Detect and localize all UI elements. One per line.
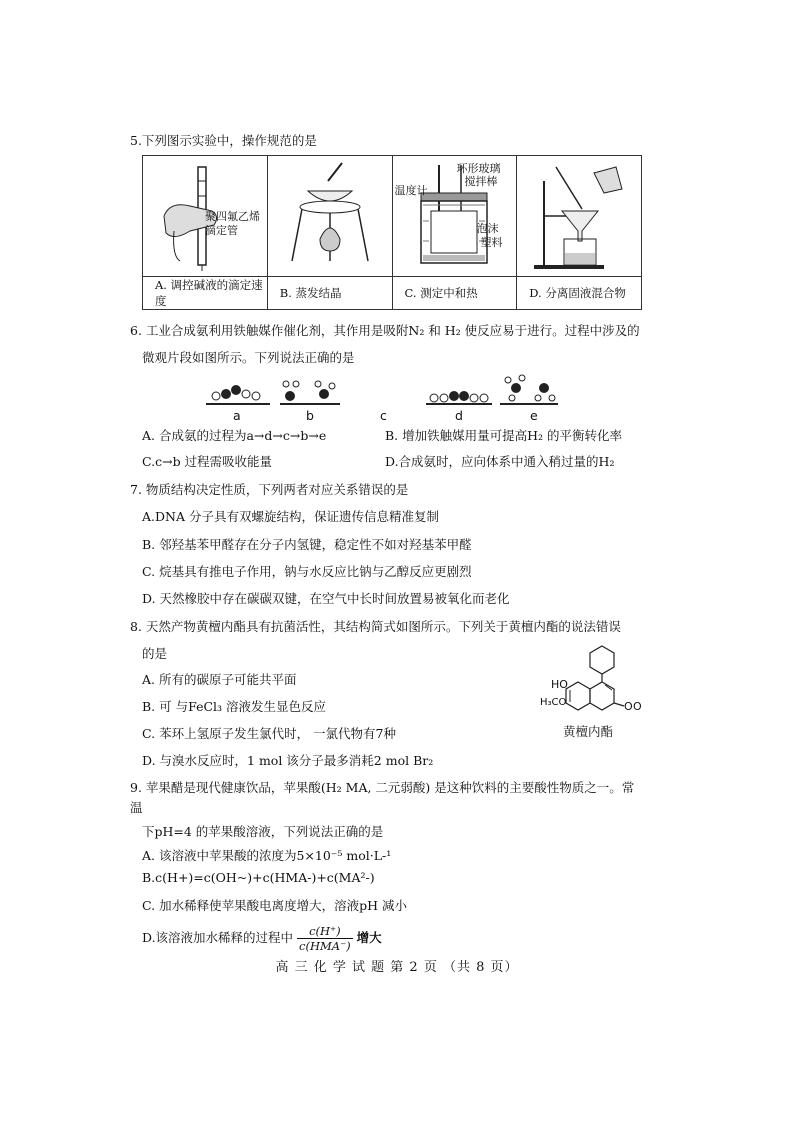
q6-stem-line1: 6. 工业合成氨利用铁触媒作催化剂，其作用是吸附N₂ 和 H₂ 使反应易于进行。过程中涉及的: [130, 323, 640, 338]
ring-oxygen: O: [624, 700, 633, 713]
q9-option-d-prefix: D.该溶液加水稀释的过程中: [142, 930, 294, 945]
q9-stem-line3: 下pH=4 的苹果酸溶液，下列说法正确的是: [142, 824, 384, 839]
q9-option-a: A. 该溶液中苹果酸的浓度为5×10⁻⁵ mol·L-¹: [142, 848, 392, 863]
q5-option-b: B. 蒸发结晶: [267, 277, 392, 310]
q9-option-d: [142, 924, 382, 953]
q9-option-c: C. 加水稀释使苹果酸电离度增大，溶液pH 减小: [142, 898, 407, 913]
panel-label-e: e: [530, 408, 538, 423]
q9-stem-line1: 9. 苹果醋是现代健康饮品，苹果酸(H₂ MA, 二元弱酸) 是这种饮料的主要酸性物质之一。常: [130, 780, 635, 795]
q6-stem-line2: 微观片段如图所示。下列说法正确的是: [142, 350, 355, 365]
carbonyl-oxygen: O: [633, 700, 642, 713]
q8-stem-line2: 的是: [142, 646, 168, 661]
evaporation-illustration: [280, 161, 380, 271]
q7-option-d: D. 天然橡胶中存在碳碳双键，在空气中长时间放置易被氧化而老化: [142, 591, 510, 606]
panel-label-c: c: [380, 408, 387, 423]
ratio-fraction: [297, 924, 353, 953]
q8-stem-line1: 8. 天然产物黄檀内酯具有抗菌活性，其结构简式如图所示。下列关于黄檀内酯的说法错误: [130, 619, 621, 634]
q5-figure-table: [142, 155, 642, 310]
q5-figure-c: [392, 156, 517, 277]
q9-option-d-suffix: 增大: [356, 930, 382, 945]
q8-option-c: C. 苯环上氢原子发生氯代时， 一氯代物有7种: [142, 726, 396, 741]
q6-option-c: C.c→b 过程需吸收能量: [142, 454, 273, 469]
foam-label: 泡沫: [476, 222, 499, 235]
fraction-denominator: c(HMA⁻): [299, 939, 351, 953]
panel-label-b: b: [306, 408, 314, 423]
q6-option-a: A. 合成氨的过程为a→d→c→b→e: [142, 428, 327, 443]
burette-label: 滴定管: [205, 224, 238, 237]
q7-option-a: A.DNA 分子具有双螺旋结构，保证遗传信息精准复制: [142, 509, 439, 524]
q5-figure-a: [143, 156, 268, 277]
q8-option-d: D. 与溴水反应时，1 mol 该分子最多消耗2 mol Br₂: [142, 753, 434, 768]
q5-option-d: D. 分离固液混合物: [517, 277, 642, 310]
q9-stem-line2: 温: [130, 800, 143, 815]
q7-option-b: B. 邻羟基苯甲醛存在分子内氢键，稳定性不如对羟基苯甲醛: [142, 537, 472, 552]
fraction-numerator: c(H⁺): [297, 924, 353, 939]
q7-option-c: C. 烷基具有推电子作用，钠与水反应比钠与乙醇反应更剧烈: [142, 564, 472, 579]
q6-option-b: B. 增加铁触媒用量可提高H₂ 的平衡转化率: [385, 428, 623, 443]
q5-option-c: C. 测定中和热: [392, 277, 517, 310]
q9-option-b: B.c(H+)=c(OH~)+c(HMA-)+c(MA²-): [142, 870, 375, 885]
stirrer-label: 搅拌棒: [464, 175, 498, 188]
page-footer: 高 三 化 学 试 题 第 2 页 （共 8 页）: [275, 960, 519, 975]
q5-option-a: A. 调控碱液的滴定速度: [143, 277, 268, 310]
meo-group: H₃CO: [540, 697, 567, 708]
catalyst-surface-diagram: [200, 374, 560, 410]
q6-option-d: D.合成氨时，应向体系中通入稍过量的H₂: [385, 454, 615, 469]
plastic-label: 塑料: [480, 236, 503, 249]
q5-figure-d: [517, 156, 642, 277]
q5-stem: 5.下列图示实验中，操作规范的是: [130, 133, 317, 148]
q7-stem: 7. 物质结构决定性质，下列两者对应关系错误的是: [130, 482, 409, 497]
q8-option-b: B. 可 与FeCl₃ 溶液发生显色反应: [142, 699, 327, 714]
ho-group: HO: [551, 678, 568, 691]
panel-label-a: a: [233, 408, 241, 423]
filtration-illustration: [524, 161, 634, 271]
q8-option-a: A. 所有的碳原子可能共平面: [142, 672, 297, 687]
ptfe-label: 聚四氟乙烯: [205, 210, 260, 223]
glass-stirrer-label: 环形玻璃: [456, 162, 501, 175]
molecule-name: 黄檀内酯: [563, 724, 614, 739]
thermometer-label: 温度计: [394, 184, 428, 197]
panel-label-d: d: [455, 408, 463, 423]
q5-figure-b: [267, 156, 392, 277]
